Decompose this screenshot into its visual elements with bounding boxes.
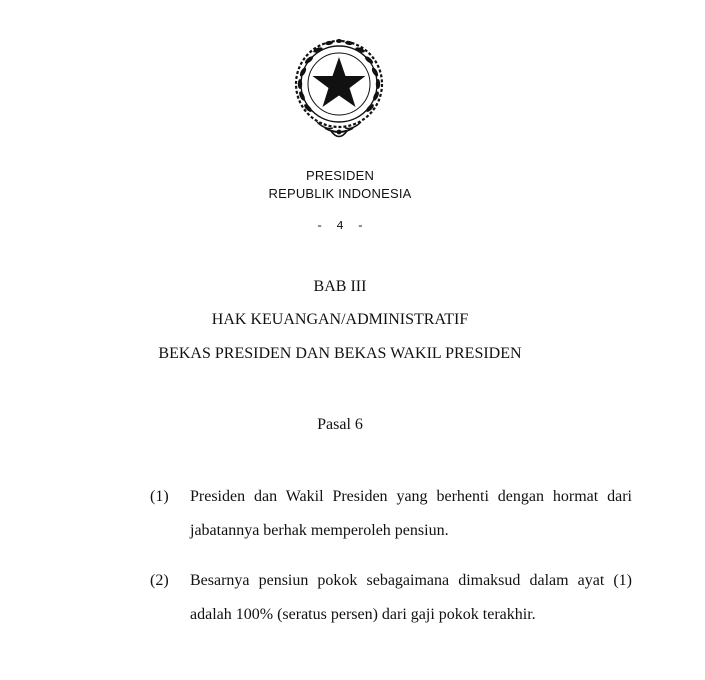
clause-number: (1) — [150, 488, 169, 505]
chapter-heading: BAB III — [313, 278, 367, 295]
page-number: - 4 - — [315, 219, 364, 233]
clause-text: Presiden dan Wakil Presiden yang berhenti dengan hormat dari jabatannya berhak memperoleh pensiun. — [190, 488, 632, 539]
clause-number: (2) — [150, 572, 169, 589]
clause-text: Besarnya pensiun pokok sebagaimana dimaksud dalam ayat (1) adalah 100% (seratus persen) dari gaji pokok terakhir. — [190, 572, 632, 623]
article-heading: Pasal 6 — [317, 416, 363, 433]
clause-1 — [150, 480, 632, 548]
chapter-title-line-1: HAK KEUANGAN/ADMINISTRATIF — [211, 311, 469, 328]
clause-2 — [150, 564, 632, 632]
state-emblem-icon — [289, 32, 389, 150]
chapter-title-line-2: BEKAS PRESIDEN DAN BEKAS WAKIL PRESIDEN — [158, 345, 522, 362]
institution-line-2: REPUBLIK INDONESIA — [268, 186, 412, 201]
institution-line-1: PRESIDEN — [305, 168, 375, 183]
